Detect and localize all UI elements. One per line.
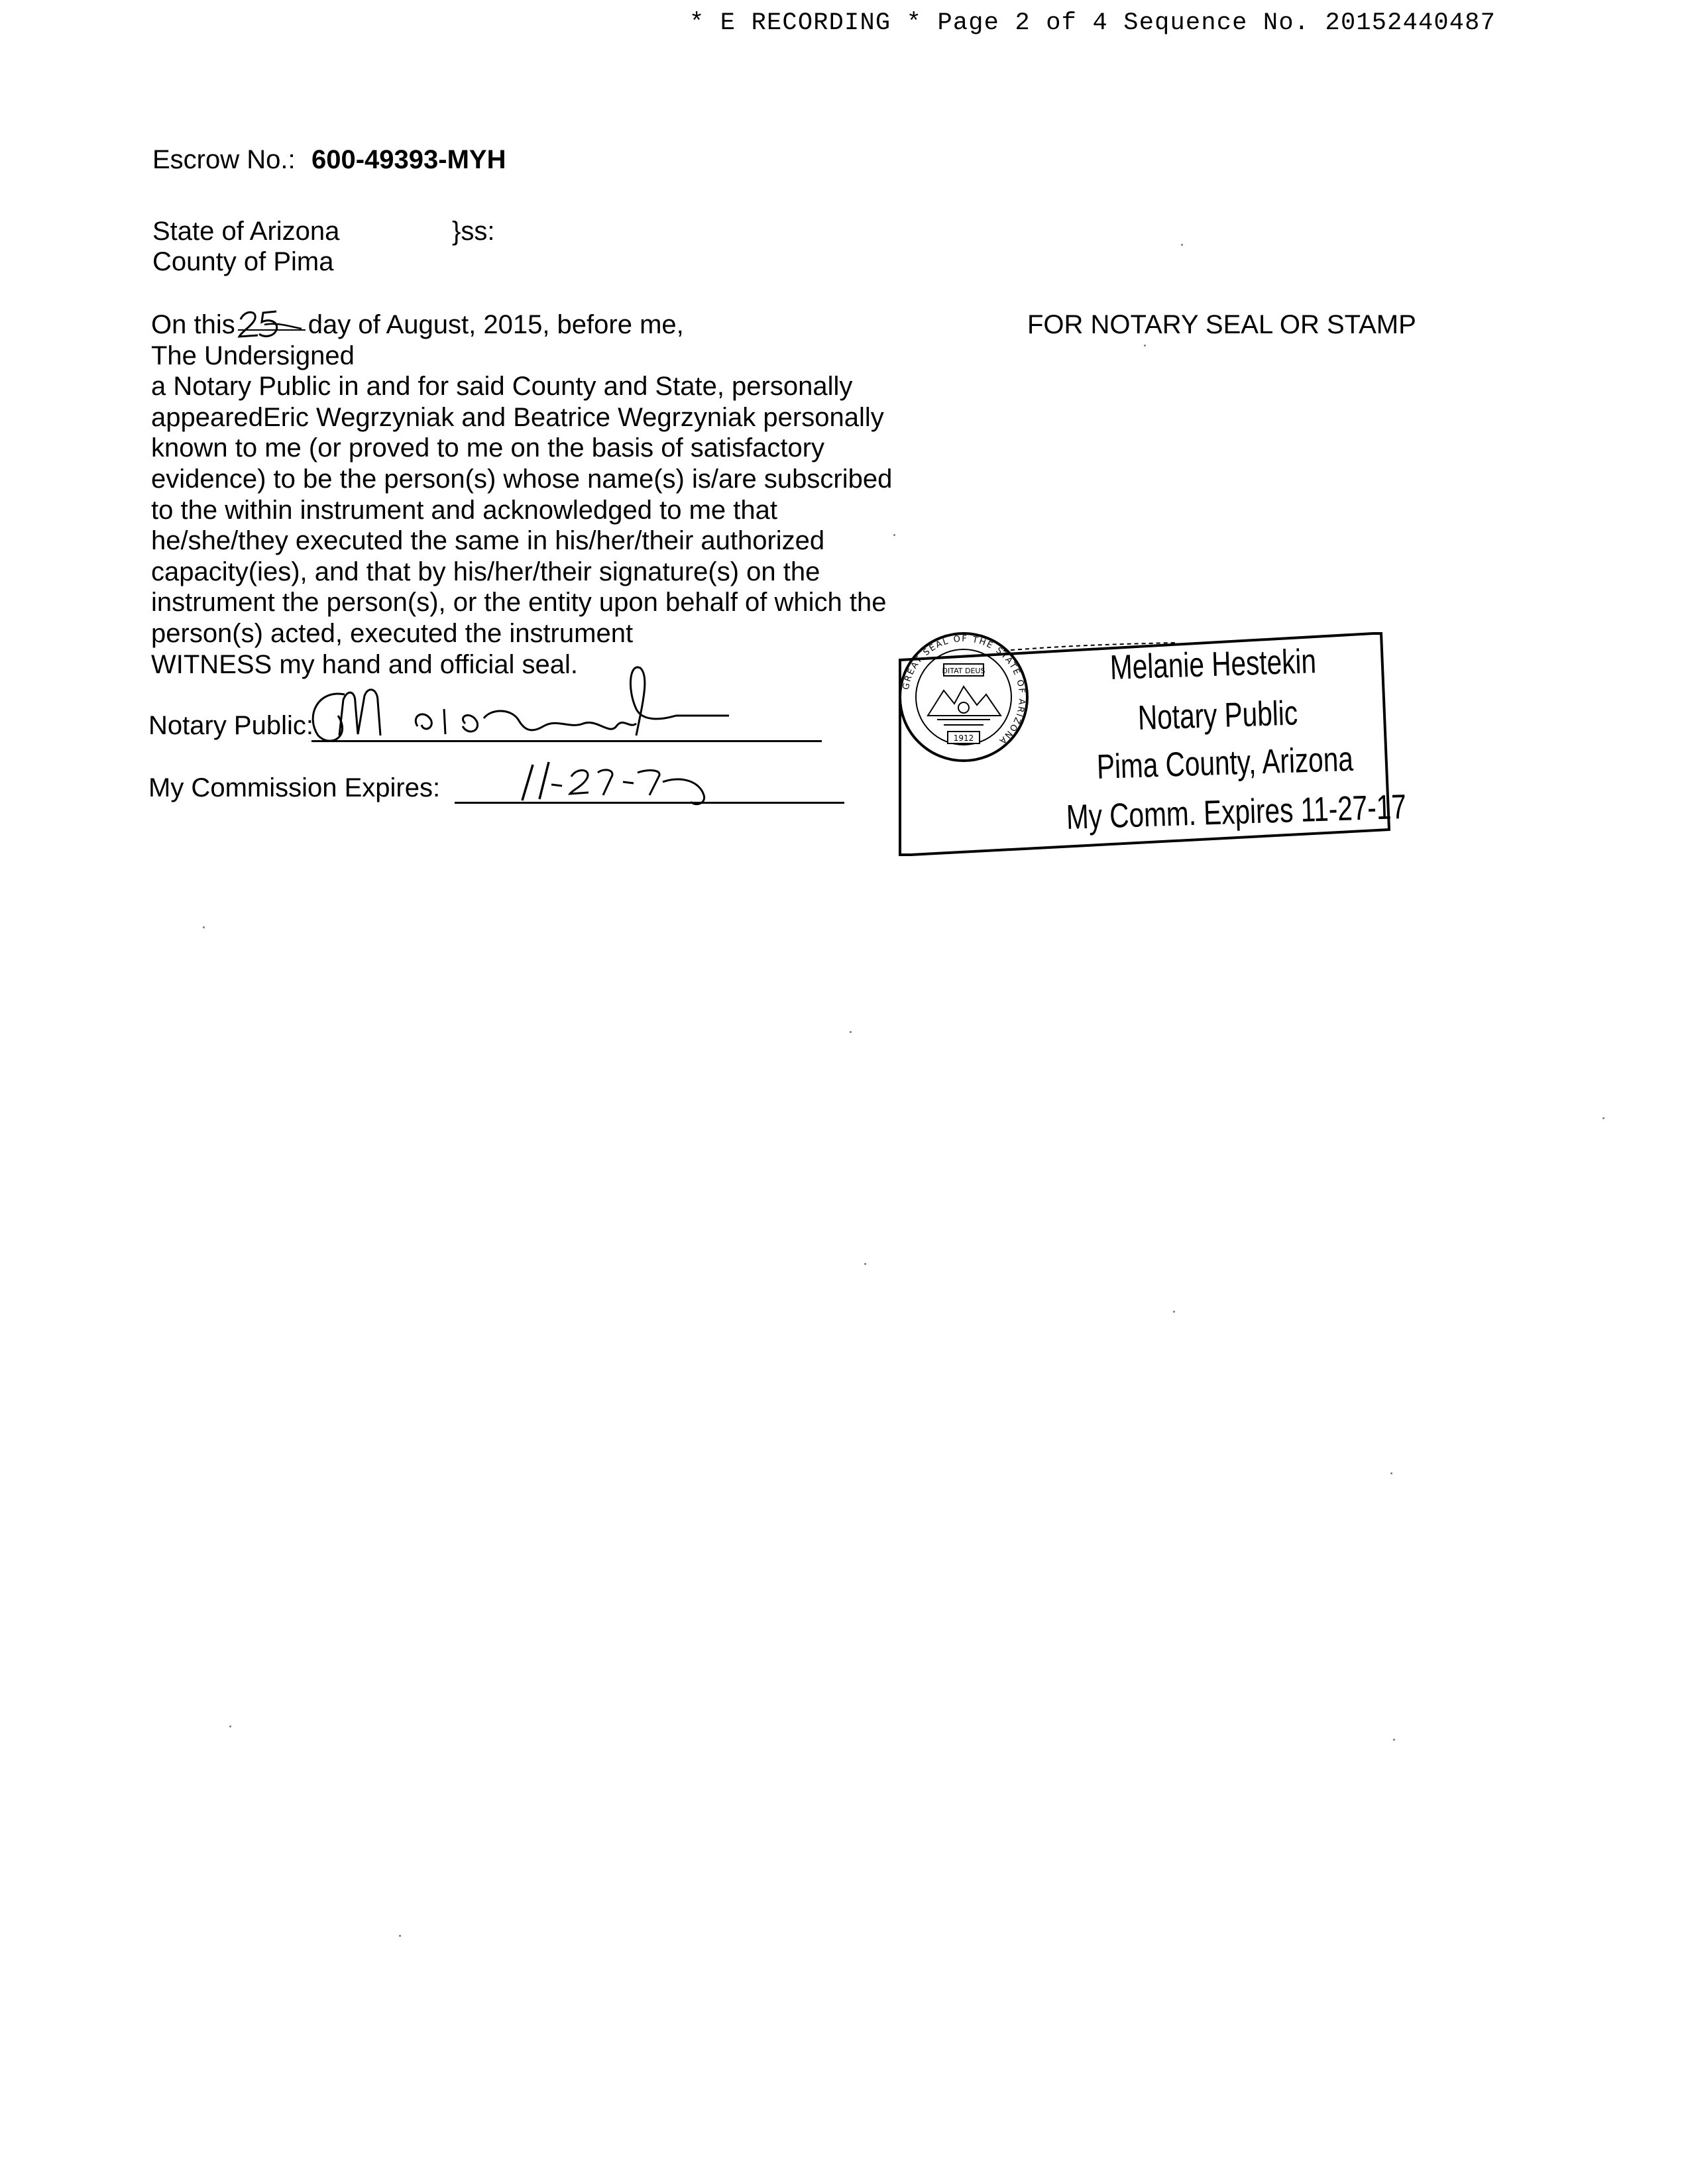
seal-year: 1912 [953, 734, 974, 743]
scan-speck [229, 1725, 231, 1727]
day-suffix-text: day of August, 2015, before me, [308, 310, 684, 339]
scan-speck [893, 534, 895, 536]
on-this-text: On this [151, 310, 235, 339]
scan-speck [1144, 345, 1146, 347]
scan-speck [1173, 1311, 1175, 1313]
venue-state: State of Arizona [152, 217, 340, 246]
scan-speck [1393, 1739, 1395, 1741]
acknowledgment-line: person(s) acted, executed the instrument [151, 618, 634, 648]
recording-header: * E RECORDING * Page 2 of 4 Sequence No. 20152440487 [689, 9, 1496, 37]
seal-motto: DITAT DEUS [942, 667, 985, 675]
acknowledgment-line: WITNESS my hand and official seal. [151, 649, 578, 679]
scan-speck [203, 926, 205, 928]
acknowledgment-line: known to me (or proved to me on the basis of satisfactory [151, 433, 825, 463]
venue-ss: }ss: [452, 217, 495, 246]
stamp-notary-title: Notary Public [1137, 694, 1298, 737]
stamp-county: Pima County, Arizona [1096, 739, 1354, 787]
escrow-label: Escrow No.: [152, 145, 296, 174]
venue-county: County of Pima [152, 247, 334, 276]
acknowledgment-line: capacity(ies), and that by his/her/their signature(s) on the [151, 557, 820, 586]
scan-speck [1181, 244, 1183, 246]
handwritten-day-25 [235, 306, 308, 346]
scan-speck [864, 1263, 866, 1265]
scan-speck [850, 1031, 852, 1033]
acknowledgment-line: a Notary Public in and for said County and State, personally [151, 372, 853, 402]
seal-ring-text: GREAT SEAL OF THE STATE OF ARIZONA [901, 633, 1027, 747]
scan-speck [1390, 1472, 1392, 1474]
scan-speck [399, 1935, 401, 1937]
acknowledgment-line: to the within instrument and acknowledged to me that [151, 495, 777, 525]
stamp-notary-name: Melanie Hestekin [1109, 642, 1317, 687]
acknowledgment-line: The Undersigned [151, 341, 355, 370]
notary-signature [292, 663, 756, 755]
seal-caption: FOR NOTARY SEAL OR STAMP [1027, 310, 1416, 339]
commission-expires-label: My Commission Expires: [148, 773, 441, 802]
handwritten-expiry-date [517, 755, 716, 808]
acknowledgment-line: evidence) to be the person(s) whose name(s) is/are subscribed [151, 464, 893, 494]
arizona-state-seal [897, 631, 1030, 763]
escrow-number: 600-49393-MYH [311, 145, 506, 174]
notary-stamp [897, 631, 1408, 856]
acknowledgment-body [151, 309, 933, 680]
acknowledgment-line: he/she/they executed the same in his/her/their authorized [151, 526, 825, 556]
scan-speck [1602, 1117, 1604, 1119]
stamp-commission-expires: My Comm. Expires 11-27-17 [1066, 787, 1407, 837]
notary-public-label: Notary Public: [148, 711, 313, 740]
acknowledgment-line: appearedEric Wegrzyniak and Beatrice Wegrzyniak personally [151, 402, 884, 432]
acknowledgment-line: instrument the person(s), or the entity upon behalf of which the [151, 588, 887, 618]
